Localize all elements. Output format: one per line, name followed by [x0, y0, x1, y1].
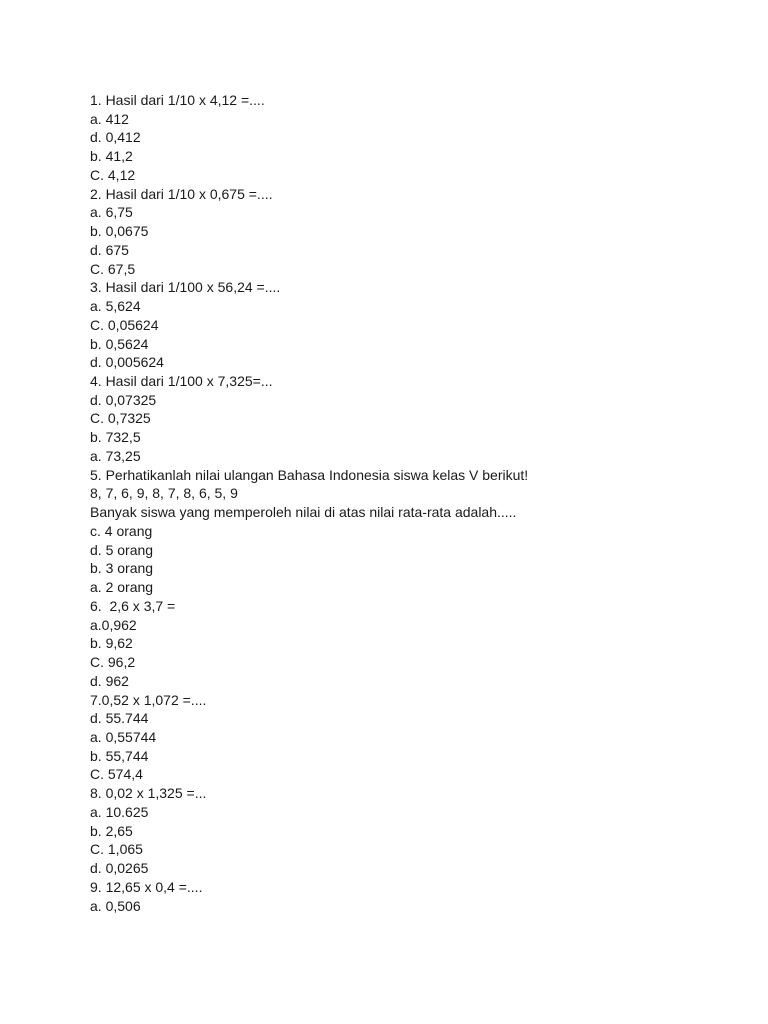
answer-option: C. 0,05624	[90, 316, 159, 333]
question-2-text: 2. Hasil dari 1/10 x 0,675 =....	[90, 185, 273, 202]
question-5-data: 8, 7, 6, 9, 8, 7, 8, 6, 5, 9	[90, 485, 238, 502]
answer-option: a. 5,624	[90, 298, 141, 315]
answer-option: d. 0,0265	[90, 860, 149, 877]
answer-option: a. 73,25	[90, 447, 141, 464]
answer-option: a. 6,75	[90, 204, 133, 221]
answer-option: d. 962	[90, 672, 129, 689]
answer-option: C. 4,12	[90, 166, 136, 183]
question-7-text: 7.0,52 x 1,072 =....	[90, 691, 207, 708]
answer-option: d. 5 orang	[90, 541, 154, 558]
answer-option: b. 3 orang	[90, 560, 154, 577]
answer-option: d. 0,005624	[90, 354, 164, 371]
answer-option: a.0,962	[90, 616, 137, 633]
question-8-text: 8. 0,02 x 1,325 =...	[90, 785, 207, 802]
question-1-text: 1. Hasil dari 1/10 x 4,12 =....	[90, 92, 265, 108]
answer-option: b. 41,2	[90, 148, 133, 165]
document-body	[90, 91, 740, 915]
answer-option: b. 0,0675	[90, 223, 149, 240]
question-3-text: 3. Hasil dari 1/100 x 56,24 =....	[90, 279, 281, 296]
answer-option: c. 4 orang	[90, 522, 153, 539]
answer-option: C. 574,4	[90, 766, 143, 783]
answer-option: b. 2,65	[90, 822, 133, 839]
answer-option: a. 10.625	[90, 803, 149, 820]
answer-option: C. 67,5	[90, 260, 136, 277]
answer-option: a. 2 orang	[90, 579, 154, 596]
answer-option: d. 0,07325	[90, 391, 157, 408]
question-5-prompt: Banyak siswa yang memperoleh nilai di atas nilai rata-rata adalah.....	[90, 504, 517, 521]
answer-option: b. 0,5624	[90, 335, 149, 352]
answer-option: d. 675	[90, 241, 129, 258]
answer-option: a. 412	[90, 110, 129, 127]
question-5-text: 5. Perhatikanlah nilai ulangan Bahasa Indonesia siswa kelas V berikut!	[90, 466, 529, 483]
answer-option: C. 1,065	[90, 841, 143, 858]
answer-option: C. 96,2	[90, 654, 136, 671]
answer-option: d. 0,412	[90, 129, 141, 146]
answer-option: b. 55,744	[90, 747, 149, 764]
answer-option: a. 0,55744	[90, 728, 157, 745]
answer-option: d. 55.744	[90, 710, 149, 727]
answer-option: b. 9,62	[90, 635, 133, 652]
answer-option: C. 0,7325	[90, 410, 151, 427]
answer-option: a. 0,506	[90, 897, 141, 914]
question-6-text: 6. 2,6 x 3,7 =	[90, 597, 176, 614]
question-4-text: 4. Hasil dari 1/100 x 7,325=...	[90, 373, 273, 390]
answer-option: b. 732,5	[90, 429, 141, 446]
question-9-text: 9. 12,65 x 0,4 =....	[90, 878, 203, 895]
